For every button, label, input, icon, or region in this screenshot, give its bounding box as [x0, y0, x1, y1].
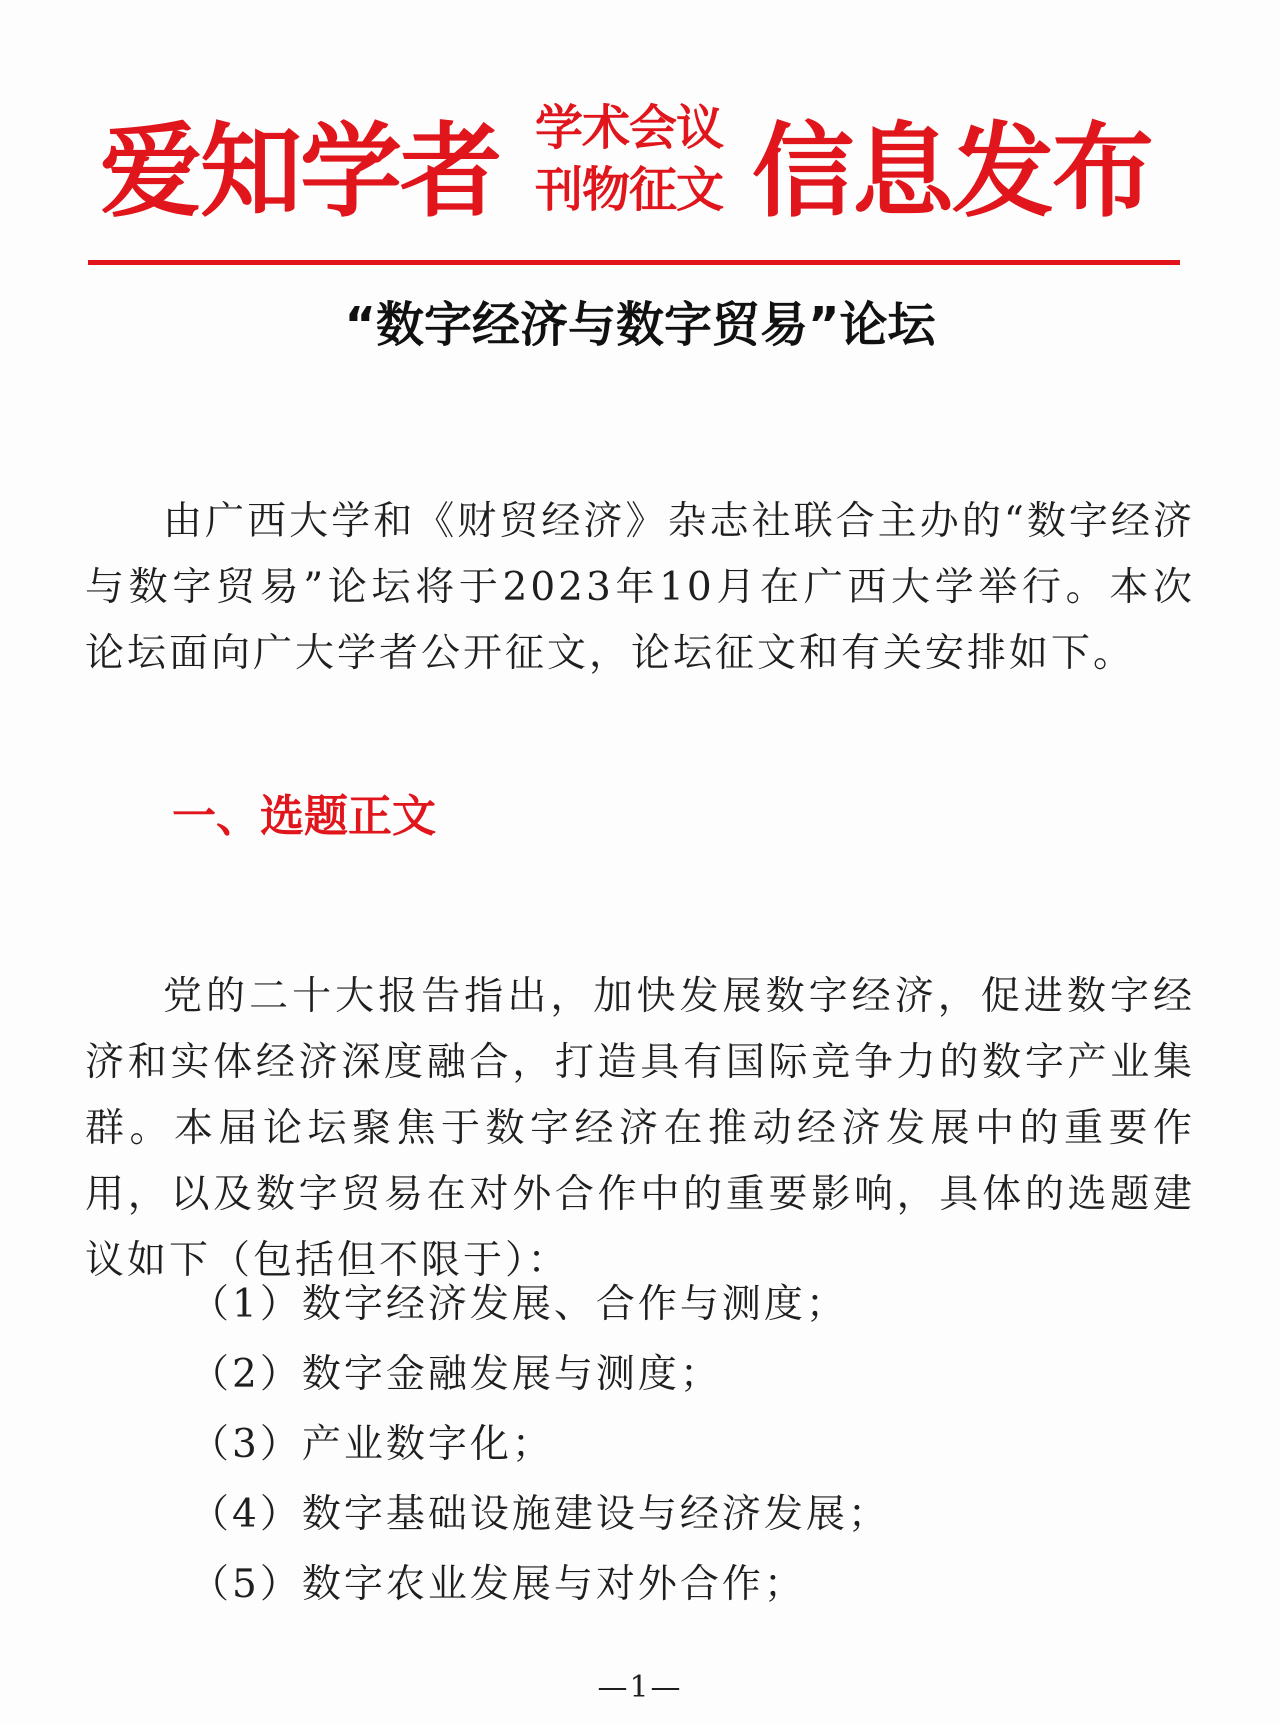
intro-paragraph: 由广西大学和《财贸经济》杂志社联合主办的“数字经济与数字贸易”论坛将于2023年10月在广西大学举行。本次论坛面向广大学者公开征文，论坛征文和有关安排如下。: [85, 499, 1195, 676]
section-paragraph: 党的二十大报告指出，加快发展数字经济，促进数字经济和实体经济深度融合，打造具有国际竞争力的数字产业集群。本届论坛聚焦于数字经济在推动经济发展中的重要作用，以及数字贸易在对外合作中的重要影响，具体的选题建议如下（包括但不限于）：: [85, 974, 1195, 1283]
document-title: “数字经济与数字贸易”论坛: [344, 297, 936, 353]
topic-item: （4）数字基础设施建设与经济发展；: [190, 1492, 890, 1537]
topic-item: （1）数字经济发展、合作与测度；: [190, 1282, 848, 1327]
masthead-subtitle-bottom: 刊物征文: [535, 162, 724, 218]
topic-item: （5）数字农业发展与对外合作；: [190, 1562, 806, 1607]
topic-item: （3）产业数字化；: [190, 1422, 554, 1467]
topic-item: （2）数字金融发展与测度；: [190, 1352, 722, 1397]
masthead: [100, 95, 1180, 245]
masthead-brand: 爱知学者: [100, 113, 500, 232]
topic-list: [190, 1270, 890, 1620]
section-heading: 一、选题正文: [172, 791, 436, 842]
page-number: —1—: [597, 1670, 683, 1705]
masthead-subtitle: [535, 97, 750, 221]
masthead-divider: [88, 260, 1180, 265]
masthead-release: 信息发布: [752, 113, 1152, 232]
masthead-subtitle-top: 学术会议: [535, 100, 724, 156]
